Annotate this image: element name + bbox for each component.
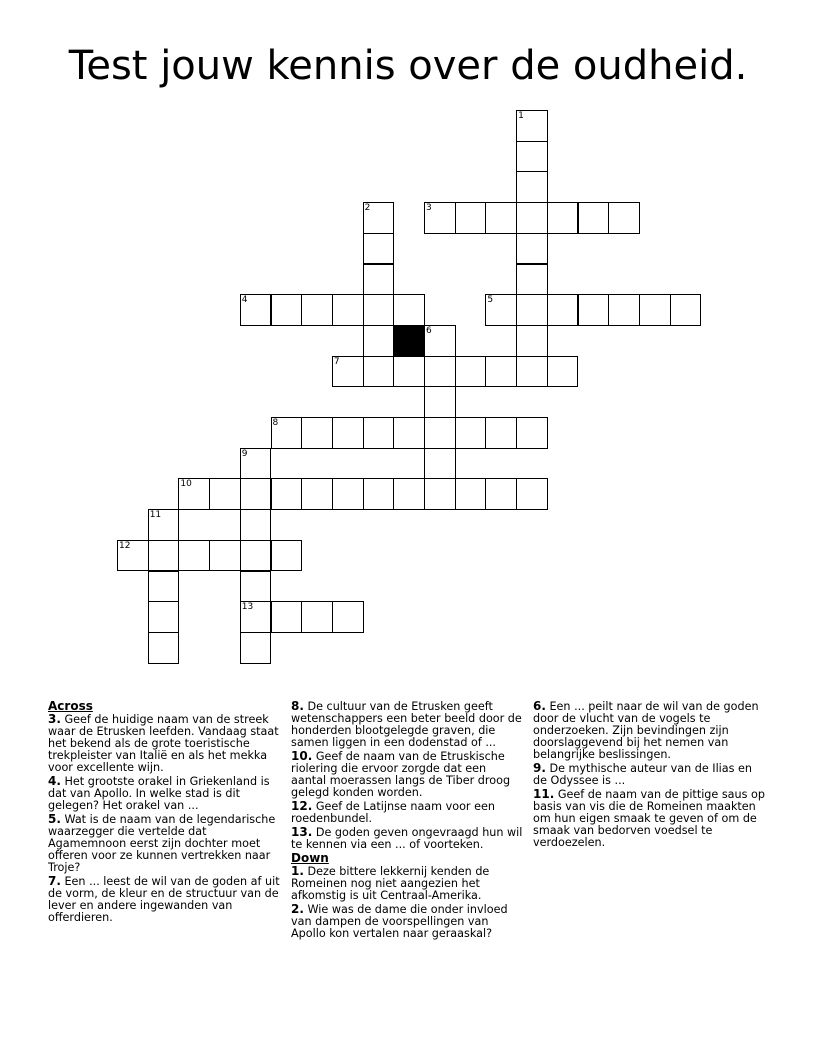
across-heading: Across [48,699,93,713]
black-cell [393,325,425,357]
grid-cell[interactable] [209,478,241,510]
grid-cell[interactable] [178,478,210,510]
grid-cell[interactable] [301,478,333,510]
grid-cell[interactable] [148,632,180,664]
grid-cell[interactable] [455,356,487,388]
grid-cell[interactable] [393,478,425,510]
across-clue-8: 8. De cultuur van de Etrusken geeft wetenschappers een beter beeld door de honderden blootgelegde graven, die samen liggen in een dodenstad of ... [291,699,522,749]
grid-cell[interactable] [363,233,395,265]
grid-cell[interactable] [301,601,333,633]
grid-cell[interactable] [578,294,610,326]
down-clue-6: 6. Een ... peilt naar de wil van de goden door de vlucht van de vogels te onderzoeken. Zijn bevindingen zijn doorslaggevend bij het nemen van belangrijke beslissingen. [533,699,759,761]
grid-cell[interactable] [148,540,180,572]
down-heading: Down [291,851,329,865]
grid-cell[interactable] [516,110,548,142]
clue-number: 5 [487,295,494,306]
grid-cell[interactable] [393,356,425,388]
grid-cell[interactable] [424,325,456,357]
grid-cell[interactable] [332,478,364,510]
clues-column-3 [533,700,765,850]
grid-cell[interactable] [670,294,702,326]
down-clue-11: 11. Geef de naam van de pittige saus op basis van vis die de Romeinen maakten om hun eigen smaak te geven of om de smaak van bedorven voedsel te verdoezelen. [533,787,765,849]
grid-cell[interactable] [455,478,487,510]
across-clue-5: 5. Wat is de naam van de legendarische waarzegger die vertelde dat Agamemnoon eerst zijn dochter moet offeren voor ze kunnen vertrekken naar Troje? [48,812,276,874]
grid-cell[interactable] [516,233,548,265]
grid-cell[interactable] [363,478,395,510]
grid-cell[interactable] [271,417,303,449]
grid-cell[interactable] [301,294,333,326]
grid-cell[interactable] [485,417,517,449]
grid-cell[interactable] [148,509,180,541]
grid-cell[interactable] [578,202,610,234]
grid-cell[interactable] [455,417,487,449]
grid-cell[interactable] [240,294,272,326]
grid-cell[interactable] [424,417,456,449]
grid-cell[interactable] [240,632,272,664]
grid-cell[interactable] [332,356,364,388]
clues-column-2 [291,700,523,941]
grid-cell[interactable] [424,478,456,510]
across-clue-12: 12. Geef de Latijnse naam voor een roedenbundel. [291,799,495,825]
down-clue-1: 1. Deze bittere lekkernij kenden de Romeinen nog niet aangezien het afkomstig is uit Centraal-Amerika. [291,864,490,902]
across-clue-7: 7. Een ... leest de wil van de goden af uit de vorm, de kleur en de structuur van de lever en andere ingewanden van offerdieren. [48,874,280,924]
grid-cell[interactable] [240,478,272,510]
grid-cell[interactable] [240,509,272,541]
clue-number: 13 [241,602,254,613]
grid-cell[interactable] [271,601,303,633]
grid-cell[interactable] [424,356,456,388]
across-clue-13: 13. De goden geven ongevraagd hun wil te kennen via een ... of voorteken. [291,825,523,851]
grid-cell[interactable] [516,171,548,203]
clue-number: 1 [518,111,524,121]
grid-cell[interactable] [608,294,640,326]
grid-cell[interactable] [547,294,579,326]
grid-cell[interactable] [516,356,548,388]
clue-number: 3 [426,203,432,214]
grid-cell[interactable] [393,417,425,449]
grid-cell[interactable] [424,386,456,418]
clue-number: 11 [149,510,162,521]
grid-cell[interactable] [516,325,548,357]
grid-cell[interactable] [516,478,548,510]
grid-cell[interactable] [178,540,210,572]
grid-cell[interactable] [271,478,303,510]
clue-number: 10 [180,479,192,490]
grid-cell[interactable] [363,264,395,296]
clue-number: 2 [364,203,371,214]
grid-cell[interactable] [516,264,548,296]
grid-cell[interactable] [363,325,395,357]
clues-column-1 [48,700,280,925]
grid-cell[interactable] [271,294,303,326]
grid-cell[interactable] [516,417,548,449]
grid-cell[interactable] [639,294,671,326]
grid-cell[interactable] [485,202,517,234]
grid-cell[interactable] [332,601,364,633]
down-clue-2: 2. Wie was de dame die onder invloed van dampen de voorspellingen van Apollo kon vertalen naar geraaskal? [291,902,508,940]
grid-cell[interactable] [516,141,548,173]
clue-number: 12 [119,540,131,551]
grid-cell[interactable] [332,294,364,326]
grid-cell[interactable] [117,540,149,572]
grid-cell[interactable] [363,356,395,388]
grid-cell[interactable] [424,202,456,234]
across-clue-10: 10. Geef de naam van de Etruskische riolering die ervoor zorgde dat een aantal moerassen langs de Tiber droog gelegd konden worden. [291,749,511,799]
grid-cell[interactable] [148,571,180,603]
grid-cell[interactable] [393,294,425,326]
across-clue-3: 3. Geef de huidige naam van de streek waar de Etrusken leefden. Vandaag staat het bekend als de grote toeristische trekpleister van Italië en als het mekka voor excellente wijn. [48,712,279,774]
page-title: Test jouw kennis over de oudheid. [68,43,748,89]
grid-cell[interactable] [240,571,272,603]
clue-number: 4 [241,295,248,306]
down-clue-9: 9. De mythische auteur van de Ilias en de Odyssee is ... [533,761,753,787]
grid-cell[interactable] [455,202,487,234]
grid-cell[interactable] [209,540,241,572]
grid-cell[interactable] [363,202,395,234]
clue-number: 7 [333,356,340,367]
clues-section [48,700,778,960]
grid-cell[interactable] [485,356,517,388]
grid-cell[interactable] [363,417,395,449]
clue-number: 9 [241,448,248,459]
grid-cell[interactable] [516,202,548,234]
grid-cell[interactable] [608,202,640,234]
grid-cell[interactable] [271,540,303,572]
clue-number: 8 [272,418,279,428]
grid-cell[interactable] [363,294,395,326]
grid-cell[interactable] [516,294,548,326]
grid-cell[interactable] [148,601,180,633]
clue-number: 6 [426,325,432,336]
grid-cell[interactable] [332,417,364,449]
grid-cell[interactable] [424,448,456,480]
grid-cell[interactable] [240,540,272,572]
grid-cell[interactable] [485,478,517,510]
grid-cell[interactable] [485,294,517,326]
grid-cell[interactable] [240,448,272,480]
grid-cell[interactable] [547,202,579,234]
grid-cell[interactable] [301,417,333,449]
grid-cell[interactable] [240,601,272,633]
across-clue-4: 4. Het grootste orakel in Griekenland is dat van Apollo. In welke stad is dit gelegen? Het orakel van ... [48,774,270,812]
grid-cell[interactable] [547,356,579,388]
